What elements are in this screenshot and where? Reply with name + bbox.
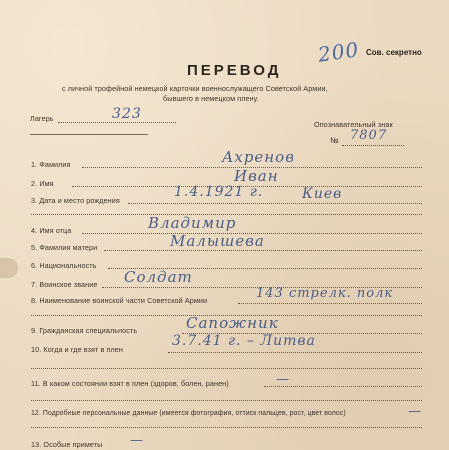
camp-label: Лагерь — [30, 114, 54, 123]
field-11-line — [264, 386, 422, 387]
field-1-value: Ахренов — [222, 148, 295, 166]
field-3-value: 1.4.1921 г. — [174, 184, 264, 200]
field-10-extra-line — [31, 368, 422, 369]
field-8-value: 143 стрелк. полк — [256, 286, 394, 301]
field-4-value: Владимир — [148, 214, 237, 232]
field-2-value: Иван — [234, 167, 279, 185]
field-10-value: 3.7.41 г. – Литва — [172, 333, 316, 349]
camp-value: 323 — [112, 106, 142, 122]
id-sign-line — [342, 145, 404, 146]
field-12-line — [31, 427, 422, 428]
field-9-label: 9. Гражданская специальность — [31, 326, 138, 335]
field-13-value: — — [130, 433, 144, 448]
classification-label: Сов. секретно — [366, 48, 422, 57]
field-3-place: Киев — [302, 186, 343, 202]
camp-line — [58, 122, 176, 123]
field-4-label: 4. Имя отца — [31, 226, 72, 235]
id-sign-value: 7807 — [350, 128, 388, 143]
field-11-extra-line — [31, 400, 422, 401]
subtitle-line-1: с личной трофейной немецкой карточки военнослужащего Советской Армии, — [62, 84, 328, 93]
field-8-line — [238, 303, 422, 304]
field-6-label: 6. Национальность — [31, 261, 97, 270]
field-5-value: Малышева — [170, 232, 265, 250]
field-7-value: Солдат — [124, 268, 193, 286]
subtitle-line-2: бывшего в немецком плену. — [163, 94, 259, 103]
field-9-value: Сапожник — [186, 314, 279, 332]
field-7-label: 7. Воинское звание — [31, 280, 98, 289]
id-sign-number-prefix: № — [330, 136, 339, 145]
field-3-line — [128, 203, 422, 204]
camp-divider — [30, 134, 148, 135]
field-12-label: 12. Подробные персональные данные (имеется фотография, оттиск пальцев, рост, цвет волос) — [31, 410, 346, 417]
field-10-line — [168, 352, 422, 353]
field-13-label: 13. Особые приметы — [31, 440, 103, 449]
field-12-value: — — [408, 404, 422, 419]
field-10-label: 10. Когда и где взят в плен — [31, 345, 123, 354]
id-sign-label: Опознавательный знак — [314, 120, 393, 129]
stamp-number: 200 — [316, 37, 361, 67]
document-title: ПЕРЕВОД — [187, 62, 282, 79]
field-8-label: 8. Наименование воинской части Советской Армии — [31, 296, 208, 305]
field-3-label: 3. Дата и место рождения — [31, 196, 120, 205]
field-5-line — [104, 250, 422, 251]
field-1-label: 1. Фамилия — [31, 160, 71, 169]
field-11-value: — — [276, 372, 290, 387]
field-5-label: 5. Фамилия матери — [31, 243, 98, 252]
field-2-label: 2. Имя — [31, 179, 54, 188]
field-11-label: 11. В каком состоянии взят в плен (здоров, болен, ранен) — [31, 379, 229, 388]
